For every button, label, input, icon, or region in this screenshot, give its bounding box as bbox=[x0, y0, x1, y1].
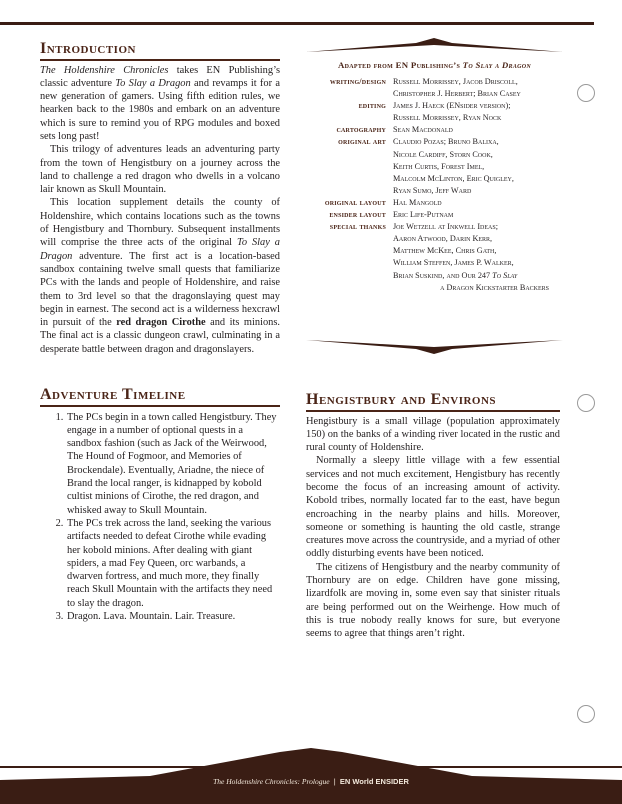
credit-name-line bbox=[393, 270, 563, 282]
credit-role: original art bbox=[338, 137, 386, 147]
credit-name-line: Christopher J. Herbert; Brian Casey bbox=[393, 89, 521, 99]
footer-banner bbox=[0, 740, 622, 804]
hengistbury-section bbox=[306, 391, 560, 641]
timeline-list bbox=[40, 411, 280, 624]
text-span: This location supplement details the county of Holdenshire, which contains locations such as the towns of Hengistbury and Thornbury. Subsequent installments will comprise the three acts of the original bbox=[40, 197, 280, 249]
title-emphasis: To Slay bbox=[492, 270, 518, 280]
footer-publication: The Holdenshire Chronicles: Prologue bbox=[213, 777, 330, 786]
credit-name-line: Malcolm McLinton, Eric Quigley, bbox=[393, 173, 514, 183]
credit-role: special thanks bbox=[329, 222, 386, 232]
credit-name-line: Eric Life-Putnam bbox=[393, 210, 454, 220]
timeline-item: 3. Dragon. Lava. Mountain. Lair. Treasure. bbox=[66, 610, 280, 623]
text-span: Brian Suskind, and Our 247 bbox=[393, 270, 493, 280]
credits-title bbox=[306, 60, 563, 70]
text-span: and revamps it for a new generation of gamers. Using fifth edition rules, we hearken back to the 1980s and embark on an adventure which is sure to remind you of RPG modules and boxed sets long past! bbox=[40, 77, 280, 142]
credit-names bbox=[393, 124, 563, 136]
heading-rule bbox=[40, 59, 280, 61]
credit-row bbox=[306, 124, 563, 136]
credit-row bbox=[306, 76, 563, 100]
credit-name-line: Russell Morrissey, Jacob Driscoll, bbox=[393, 77, 518, 86]
hengistbury-heading: Hengistbury and Environs bbox=[306, 391, 497, 408]
credit-role: editing bbox=[358, 101, 386, 111]
banner-bottom-ornament bbox=[306, 340, 563, 354]
hengistbury-paragraph-1: Hengistbury is a small village (population approximately 150) on the banks of a winding river located in the rustic and rural county of Holdenshire. bbox=[306, 415, 560, 454]
credit-name-line: Ryan Sumo, Jeff Ward bbox=[393, 185, 472, 195]
credit-row bbox=[306, 100, 563, 124]
credit-row bbox=[306, 197, 563, 209]
credit-role: original layout bbox=[324, 197, 386, 207]
bold-term: red dragon Cirothe bbox=[116, 317, 206, 329]
text-span: and its minions. The final act is a classic dungeon crawl, culminating in a desperate battle between dragon and dragonslayers. bbox=[40, 317, 280, 355]
footer-separator: | bbox=[333, 777, 336, 786]
title-emphasis: To Slay a Dragon bbox=[115, 77, 191, 89]
credit-names bbox=[393, 209, 563, 221]
credit-row bbox=[306, 209, 563, 221]
credit-name-line: William Steffen, James P. Walker, bbox=[393, 258, 514, 268]
punch-hole-icon bbox=[577, 705, 595, 723]
hengistbury-paragraph-2: Normally a sleepy little village with a few essential services and not much excitement, Hengistbury has recently become the focus of an increasing amount of activity. Kobold tribes, normally located far to the east, have begun encroaching in the nearby plains and hills. Moreover, someone or something is haunting the old castle, strange creatures move across the countryside, and a myriad of other oddly disturbing events have been noticed. bbox=[306, 455, 560, 560]
hengistbury-paragraph-3: The citizens of Hengistbury and the nearby community of Thornbury are on edge. Children have gone missing, lizardfolk are moving in, some even say that sinister rituals are being performed out on the Weirhenge. How much of this is true nobody really knows for sure, but everyone seems to agree that things aren’t right. bbox=[306, 561, 560, 640]
credit-name-line: Aaron Atwood, Darin Kerr, bbox=[393, 234, 493, 244]
credit-name-line: Claudio Pozas; Bruno Balixa, bbox=[393, 137, 499, 147]
credit-names bbox=[393, 197, 563, 209]
credit-names bbox=[393, 100, 563, 124]
credit-name-line: James J. Haeck (ENsider version); bbox=[393, 101, 511, 111]
credit-role: writing/design bbox=[329, 77, 386, 86]
credit-name-line: Keith Curtis, Forest Imel, bbox=[393, 161, 485, 171]
footer-text bbox=[0, 777, 622, 786]
title-emphasis: To Slay a Dragon bbox=[40, 237, 280, 262]
timeline-heading: Adventure Timeline bbox=[40, 386, 186, 404]
heading-rule bbox=[306, 410, 560, 412]
title-emphasis: To Slay a Dragon bbox=[462, 60, 532, 70]
credit-names bbox=[393, 76, 563, 100]
punch-hole-icon bbox=[577, 84, 595, 102]
credit-name-line: Hal Mangold bbox=[393, 197, 442, 207]
credit-name-line: Nicole Cardiff, Storn Cook, bbox=[393, 149, 493, 159]
credit-role: ensider layout bbox=[329, 210, 386, 220]
credit-name-line: a Dragon Kickstarter Backers bbox=[440, 282, 549, 292]
intro-paragraph-3 bbox=[40, 196, 280, 356]
credit-role: cartography bbox=[336, 125, 386, 135]
punch-hole-icon bbox=[577, 394, 595, 412]
credit-name-line: Matthew McKee, Chris Gath, bbox=[393, 246, 497, 256]
credit-name-line: Russell Morrissey, Ryan Nock bbox=[393, 113, 502, 123]
timeline-item: 1. The PCs begin in a town called Hengistbury. They engage in a number of optional quests in a sandbox fashion (such as Jack of the Weirwood, The Hound of Fogmoor, and Memories of Brockendale). Eventually, Ariadne, the niece of Brand the local ranger, is kidnapped by kobold cultist minions of Cirothe, the red dragon, and whisked away to Skull Mountain. bbox=[66, 411, 280, 517]
credit-row bbox=[306, 221, 563, 294]
timeline-item: 2. The PCs trek across the land, seeking the various artifacts needed to defeat Cirothe while evading her kobold minions. After dealing with giant spiders, a mad Fey Queen, orc warbands, a dwarven fortress, and much more, they finally reach Skull Mountain with the artifacts they need to slay the dragon. bbox=[66, 517, 280, 610]
heading-rule bbox=[40, 405, 280, 407]
credit-row bbox=[306, 136, 563, 196]
text-span: Adapted from EN Publishing’s bbox=[337, 60, 463, 70]
header-rule bbox=[0, 22, 594, 25]
text-span: takes EN Publishing’s classic adventure bbox=[40, 64, 280, 89]
intro-paragraph-1 bbox=[40, 64, 280, 144]
title-emphasis: The Holdenshire Chronicles bbox=[40, 64, 169, 76]
left-column bbox=[40, 40, 280, 623]
credits-table bbox=[306, 76, 563, 294]
timeline-section bbox=[40, 386, 280, 623]
intro-paragraph-2: This trilogy of adventures leads an adventuring party from the town of Hengistbury on a journey across the land to challenge a red dragon who dwells in a volcano lair known as Skull Mountain. bbox=[40, 144, 280, 196]
text-span: adventure. The first act is a location-based sandbox containing twelve small quests that familiarize PCs with the lands and people of Holdenshire, and raise them to 3rd level so that the dragonslaying quest may begin in earnest. The second act is a wilderness hexcrawl in pursuit of the bbox=[40, 250, 280, 329]
credits-box bbox=[306, 38, 563, 354]
introduction-heading: Introduction bbox=[40, 40, 136, 57]
credit-names bbox=[393, 221, 563, 294]
credit-name-line: Joe Wetzell at Inkwell Ideas; bbox=[393, 222, 498, 232]
banner-top-ornament bbox=[306, 38, 563, 52]
credit-name-line: Sean Macdonald bbox=[393, 125, 453, 135]
footer-brand: EN World ENSIDER bbox=[339, 777, 409, 786]
credit-names bbox=[393, 136, 563, 196]
